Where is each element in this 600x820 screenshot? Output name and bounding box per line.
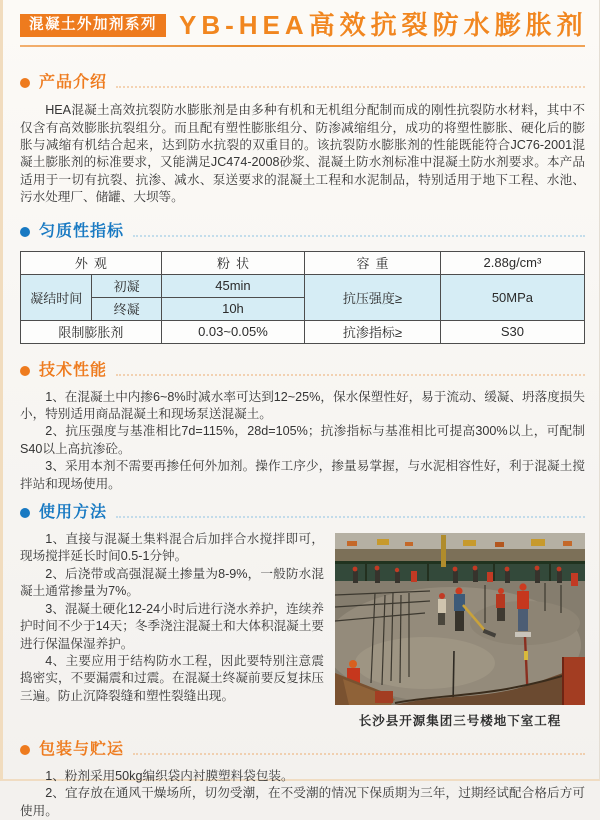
dotted-divider <box>116 84 585 88</box>
section-title: 技术性能 <box>39 361 108 379</box>
appearance-value: 粉状 <box>161 251 304 274</box>
section-heading-packaging <box>20 740 585 760</box>
list-item: 2、后浇带或高强混凝土掺量为8-9%，一般防水混凝土通常掺量为7%。 <box>20 566 324 599</box>
page-header <box>20 10 588 41</box>
initial-setting-label: 初凝 <box>92 274 161 297</box>
site-photo-figure <box>335 533 585 729</box>
performance-list <box>20 389 585 493</box>
list-item: 2、宜存放在通风干燥场所，切勿受潮，在不受潮的情况下保质期为三年，过期经试配合格后方可使用。 <box>20 786 585 818</box>
list-item: 3、采用本剂不需要再掺任何外加剂。操作工序少，掺量易掌握，与水泥相容性好，利于混凝土搅拌站和现场使用。 <box>20 459 585 491</box>
section-heading-homogeneity <box>20 222 585 242</box>
photo-caption: 长沙县开源集团三号楼地下室工程 <box>358 714 562 729</box>
list-item: 2、抗压强度与基准相比7d=115%，28d=105%；抗渗指标与基准相比可提高300%以上，可配制S40以上高抗渗砼。 <box>20 424 585 456</box>
list-item: 3、混凝土硬化12-24小时后进行浇水养护，连续养护时间不少于14天；冬季浇注混凝土和大体积混凝土要进行保温保湿养护。 <box>20 601 324 651</box>
list-item: 4、主要应用于结构防水工程，因此要特别注意震捣密实，不要漏震和过震。在混凝土终凝前要反复抹压三遍。防止沉降裂缝和塑性裂缝出现。 <box>20 653 324 703</box>
bullet-dot-icon <box>20 508 30 518</box>
section-title: 匀质性指标 <box>39 222 125 240</box>
restrained-expansion-label: 限制膨胀剂 <box>21 320 162 343</box>
table-row <box>21 251 585 274</box>
section-title: 使用方法 <box>39 504 108 522</box>
series-badge: 混凝土外加剂系列 <box>20 14 166 38</box>
list-item: 1、粉剂采用50kg编织袋内衬膜塑料袋包装。 <box>45 769 294 784</box>
list-item: 1、直接与混凝土集料混合后加拌合水搅拌即可，现场搅拌延长时间0.5-1分钟。 <box>20 532 324 564</box>
dotted-divider <box>133 233 585 237</box>
section-heading-performance <box>20 361 585 381</box>
setting-time-label: 凝结时间 <box>21 274 92 320</box>
bullet-dot-icon <box>20 227 30 237</box>
dotted-divider <box>133 751 585 755</box>
table-row <box>21 274 585 297</box>
dotted-divider <box>116 372 585 376</box>
restrained-expansion-value: 0.03~0.05% <box>161 320 304 343</box>
list-item: 1、在混凝土中内掺6~8%时减水率可达到12~25%，保水保塑性好，易于流动、缓凝、坍落度损失小，特别适用商品混凝土和现场泵送混凝土。 <box>20 389 585 422</box>
final-setting-value: 10h <box>161 297 304 320</box>
page-title: YB-HEA高效抗裂防水膨胀剂 <box>179 10 588 40</box>
dotted-divider <box>116 514 585 518</box>
title-underline <box>20 45 585 47</box>
compressive-strength-value: 50MPa <box>440 274 584 320</box>
section-heading-usage <box>20 503 585 523</box>
density-label: 容重 <box>305 251 441 274</box>
bullet-dot-icon <box>20 78 30 88</box>
usage-section-body <box>20 531 585 731</box>
section-title: 包装与贮运 <box>39 741 125 759</box>
final-setting-label: 终凝 <box>92 297 161 320</box>
section-heading-intro <box>20 73 585 93</box>
density-value: 2.88g/cm³ <box>440 251 584 274</box>
impermeability-label: 抗渗指标≥ <box>305 320 441 343</box>
compressive-strength-label: 抗压强度≥ <box>305 274 441 320</box>
bullet-dot-icon <box>20 366 30 376</box>
impermeability-value: S30 <box>440 320 584 343</box>
packaging-list <box>20 768 585 820</box>
bullet-dot-icon <box>20 745 30 755</box>
construction-site-photo <box>335 533 585 705</box>
intro-paragraph: HEA混凝土高效抗裂防水膨胀剂是由多种有机和无机组分配制而成的刚性抗裂防水材料，其中不仅含有高效膨胀抗裂组分。而且配有塑性膨胀组分、防渗减缩组分，成功的将塑性膨胀、硬化后的膨胀与减缩有机结合起来，达到防水抗裂的双重目的。该抗裂防水膨胀剂的性能既能符合JC76-2001混凝土膨胀剂的标准要求，又能满足JC474-2008砂浆、混凝土防水剂标准中混凝土防水剂要求。本产品适用于一切有抗裂、抗渗、减水、泵送要求的混凝土工程和水泥制品，特别适用于地下工程、水池、污水处理厂、储罐、大坝等。 <box>20 103 585 205</box>
homogeneity-table <box>20 251 585 344</box>
appearance-label: 外观 <box>21 251 162 274</box>
section-title: 产品介绍 <box>39 74 108 92</box>
table-row <box>21 320 585 343</box>
initial-setting-value: 45min <box>161 274 304 297</box>
